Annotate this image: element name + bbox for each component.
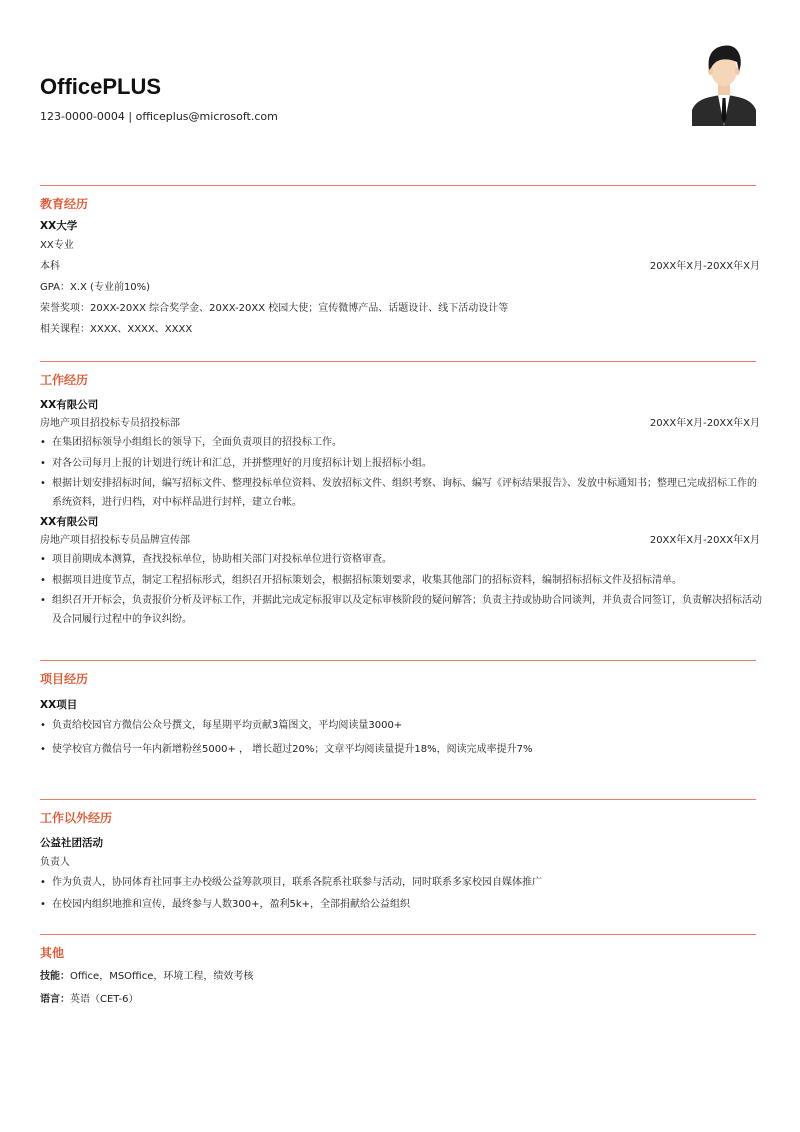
role-row xyxy=(40,531,760,551)
list-item: • 组织召开开标会，负责报价分析及评标工作，并据此完成定标报审以及定标审核阶段的疑问解答；负责主持或协助合同谈判，并负责合同签订，负责解决招标活动及合同履行过程中的争议纠纷。 xyxy=(40,592,764,629)
other-section xyxy=(40,934,756,1010)
list-item: • 根据计划安排招标时间，编写招标文件、整理投标单位资料、发放招标文件、组织考察、询标、编写《评标结果报告》、发放中标通知书；整理已完成招标工作的系统资料，进行归档，对中标样品进行封样，建立台帐。 xyxy=(40,475,764,512)
job-role: 房地产项目招投标专员招投标部 xyxy=(40,418,180,429)
education-period: 20XX年X月-20XX年X月 xyxy=(649,261,760,272)
skills-value: Office，MSOffice，环境工程，绩效考核 xyxy=(70,971,254,982)
job-period: 20XX年X月-20XX年X月 xyxy=(649,535,760,546)
section-divider xyxy=(40,660,756,661)
company-name: XX有限公司 xyxy=(40,399,99,411)
company-name: XX有限公司 xyxy=(40,516,99,528)
education-title: 教育经历 xyxy=(40,197,89,211)
candidate-name: OfficePLUS xyxy=(40,74,162,99)
list-item: • 作为负责人，协同体育社同事主办校级公益筹款项目，联系各院系社联参与活动，同时联系多家校园自媒体推广 xyxy=(40,873,764,893)
projects-title: 项目经历 xyxy=(40,672,89,686)
extra-section xyxy=(40,799,756,915)
project-name: XX项目 xyxy=(40,699,78,711)
degree: 本科 xyxy=(40,261,60,272)
list-item: • 根据项目进度节点，制定工程招标形式，组织召开招标策划会，根据招标策划要求，收集其他部门的招标资料，编制招标招标文件及招标清单。 xyxy=(40,572,764,591)
section-divider xyxy=(40,934,756,935)
list-item: • 项目前期成本测算，查找投标单位，协助相关部门对投标单位进行资格审查。 xyxy=(40,551,764,570)
list-item: • 使学校官方微信号一年内新增粉丝5000+ ， 增长超过20%；文章平均阅读量提升18%，阅读完成率提升7% xyxy=(40,740,764,760)
section-divider xyxy=(40,799,756,800)
activity-role: 负责人 xyxy=(40,857,70,868)
activity-name: 公益社团活动 xyxy=(40,837,103,849)
courses: 相关课程：XXXX、XXXX、XXXX xyxy=(40,324,193,335)
person-avatar-icon xyxy=(692,40,756,126)
list-item: • 对各公司每月上报的计划进行统计和汇总，并拼整理好的月度招标计划上报招标小组。 xyxy=(40,455,764,474)
language-row xyxy=(40,989,756,1010)
list-item: • 在集团招标领导小组组长的领导下，全面负责项目的招投标工作。 xyxy=(40,434,764,453)
projects-section xyxy=(40,660,756,760)
job-role: 房地产项目招投标专员品牌宣传部 xyxy=(40,535,190,546)
skills-label: 技能： xyxy=(40,971,70,982)
list-item: • 在校园内组织地推和宣传，最终参与人数300+，盈利5k+，全部捐献给公益组织 xyxy=(40,895,764,915)
work-title: 工作经历 xyxy=(40,373,89,387)
extra-title: 工作以外经历 xyxy=(40,811,113,825)
education-section xyxy=(40,185,760,340)
language-value: 英语（CET-6） xyxy=(70,994,139,1005)
language-label: 语言： xyxy=(40,994,70,1005)
honors: 荣誉奖项：20XX-20XX 综合奖学金、20XX-20XX 校园大使；宣传微博产品、话题设计、线下活动设计等 xyxy=(40,303,509,314)
contact-info: 123-0000-0004 | officeplus@microsoft.com xyxy=(40,110,278,123)
gpa: GPA：X.X (专业前10%) xyxy=(40,282,151,293)
major xyxy=(40,235,756,256)
other-title: 其他 xyxy=(40,946,65,960)
job-period: 20XX年X月-20XX年X月 xyxy=(649,418,760,429)
degree-row xyxy=(40,256,760,277)
skills-row xyxy=(40,966,756,987)
school-name: XX大学 xyxy=(40,220,78,232)
section-divider xyxy=(40,361,756,362)
work-section xyxy=(40,361,762,629)
list-item: • 负责给校园官方微信公众号撰文，每星期平均贡献3篇图文，平均阅读量3000+ xyxy=(40,716,764,736)
role-row xyxy=(40,414,760,434)
section-divider xyxy=(40,185,756,186)
major-text: XX专业 xyxy=(40,240,74,251)
